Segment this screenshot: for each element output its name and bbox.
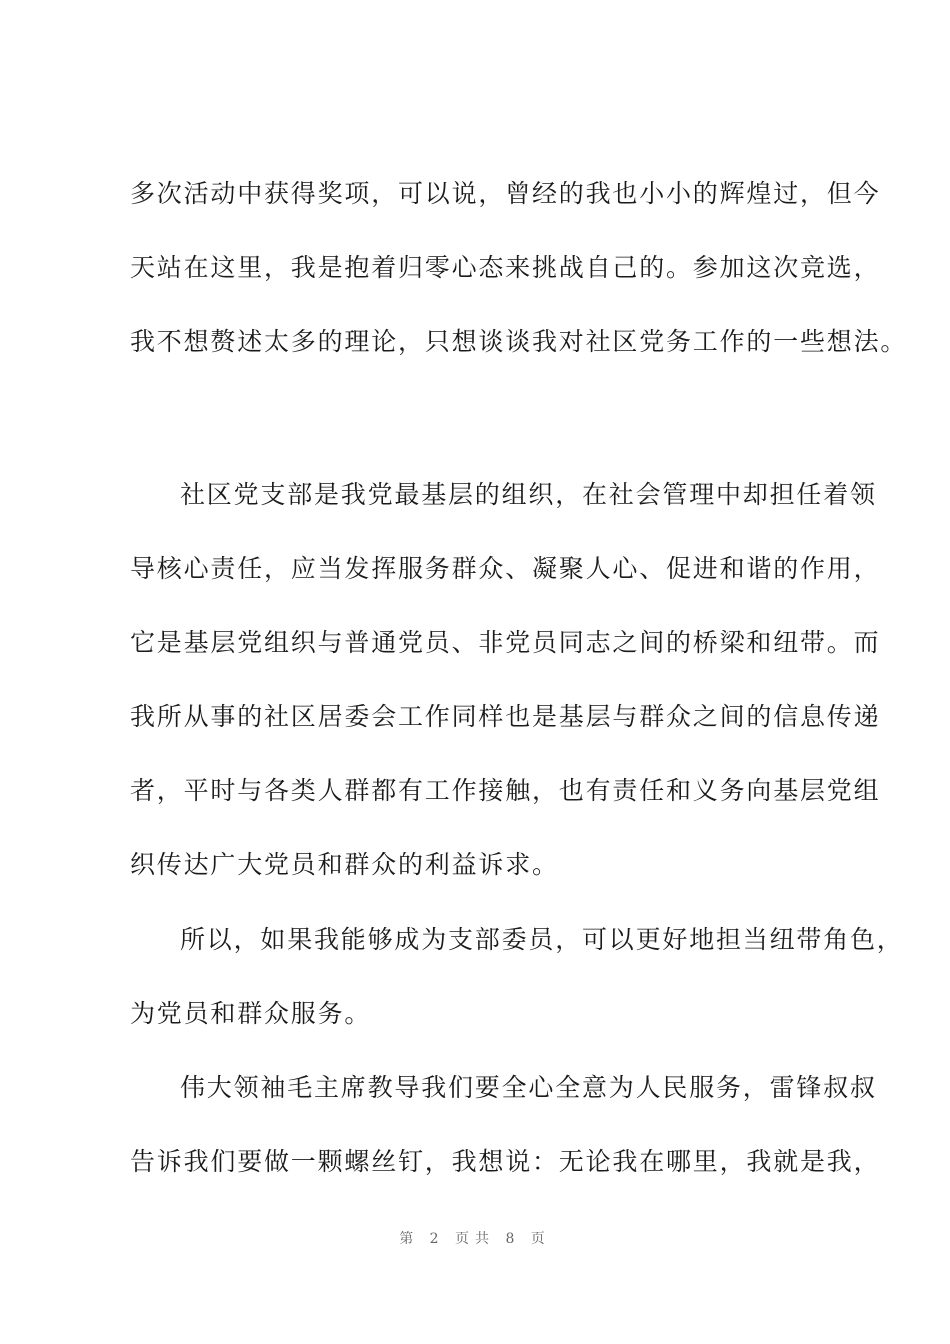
page-number-footer: 第 2 页共 8 页: [399, 1231, 551, 1247]
paragraph-3-line-2: 为党员和群众服务。: [130, 999, 372, 1028]
paragraph-2-line-3: 它是基层党组织与普通党员、非党员同志之间的桥梁和纽带。而: [130, 628, 881, 657]
paragraph-1-line-1: 多次活动中获得奖项，可以说，曾经的我也小小的辉煌过，但今: [130, 179, 881, 208]
paragraph-1-line-2: 天站在这里，我是抱着归零心态来挑战自己的。参加这次竞选，: [130, 253, 881, 282]
paragraph-2-line-2: 导核心责任，应当发挥服务群众、凝聚人心、促进和谐的作用，: [130, 554, 881, 583]
paragraph-2-line-1: 社区党支部是我党最基层的组织，在社会管理中却担任着领: [180, 480, 877, 509]
paragraph-4-line-1: 伟大领袖毛主席教导我们要全心全意为人民服务，雷锋叔叔: [180, 1073, 877, 1102]
paragraph-2-line-5: 者，平时与各类人群都有工作接触，也有责任和义务向基层党组: [130, 776, 881, 805]
paragraph-1-line-3: 我不想赘述太多的理论，只想谈谈我对社区党务工作的一些想法。: [130, 327, 908, 356]
paragraph-3-line-1: 所以，如果我能够成为支部委员，可以更好地担当纽带角色，: [180, 925, 904, 954]
paragraph-4-line-2: 告诉我们要做一颗螺丝钉，我想说：无论我在哪里，我就是我，: [130, 1147, 881, 1176]
paragraph-2-line-4: 我所从事的社区居委会工作同样也是基层与群众之间的信息传递: [130, 702, 881, 731]
paragraph-2-line-6: 织传达广大党员和群众的利益诉求。: [130, 850, 559, 879]
